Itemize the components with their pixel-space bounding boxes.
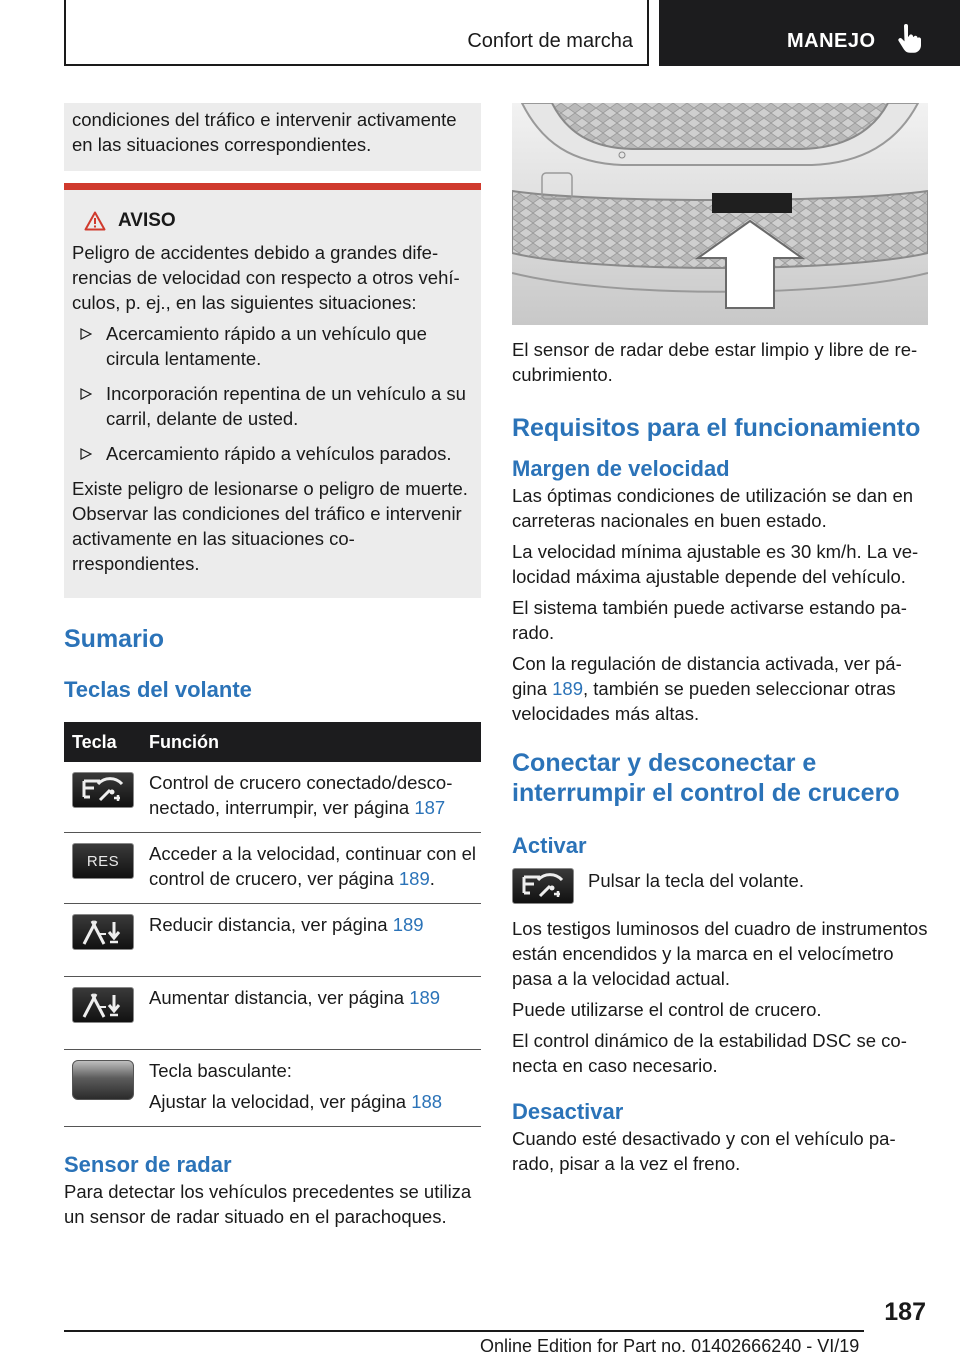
right-column (512, 103, 928, 1182)
page-link[interactable]: 188 (411, 1091, 443, 1112)
table-row: RES Acceder a la velocidad, continuar con el control de crucero, ver página 189. (64, 833, 481, 904)
table-header-row (64, 722, 481, 762)
list-item: Incorporación repentina de un vehículo a su carril, delante de usted. (72, 381, 473, 431)
warning-header (72, 208, 473, 234)
heading-desactivar: Desactivar (512, 1099, 624, 1124)
distance-increase-icon (72, 987, 134, 1023)
heading-conectar: Conectar y desconectar e interrumpir el control de crucero (512, 749, 900, 807)
activar-text-1: Los testigos luminosos del cuadro de instrumentos están encendidos y la marca en el velocímetro pasa a la velocidad actual. (512, 918, 928, 989)
heading-activar: Activar (512, 833, 587, 858)
rocker-switch-icon (72, 1060, 134, 1100)
triangle-bullet-icon (80, 448, 92, 460)
column-header-function: Función (141, 722, 481, 762)
page-link[interactable]: 187 (414, 797, 446, 818)
warning-triangle-icon (84, 211, 106, 231)
section-title: Confort de marcha (467, 30, 633, 52)
heading-margen: Margen de velocidad (512, 456, 730, 481)
heading-teclas: Teclas del volante (64, 677, 252, 702)
activar-text-2: Puede utilizarse el control de crucero. (512, 999, 822, 1020)
heading-requisitos: Requisitos para el funcionamiento (512, 414, 921, 442)
footer-divider (64, 1330, 864, 1332)
triangle-bullet-icon (80, 388, 92, 400)
cruise-control-icon (512, 868, 574, 904)
distance-decrease-icon (72, 914, 134, 950)
intro-box (64, 103, 481, 171)
activar-key-row (512, 868, 928, 904)
cruise-control-icon (72, 772, 134, 808)
page-link[interactable]: 189 (398, 868, 430, 889)
res-key-icon: RES (72, 843, 134, 879)
warning-text: Peligro de accidentes debido a grandes diferencias de velocidad con respecto a otros vehículos, p. ej., en las siguientes situaciones: (72, 242, 460, 313)
table-row: Aumentar distancia, ver página 189 (64, 977, 481, 1050)
triangle-bullet-icon (80, 328, 92, 340)
heading-sensor: Sensor de radar (64, 1152, 232, 1177)
page-number: 187 (884, 1298, 926, 1326)
page-link[interactable]: 189 (409, 987, 441, 1008)
edition-text: Online Edition for Part no. 01402666240 - VI/19 (480, 1336, 860, 1356)
table-row: Tecla basculante: Ajustar la velocidad, ver página 188 (64, 1050, 481, 1127)
radar-caption: El sensor de radar debe estar limpio y libre de recubrimiento. (512, 339, 918, 385)
activar-text: Pulsar la tecla del volante. (588, 870, 804, 891)
radar-sensor-illustration (512, 103, 928, 325)
warning-list (72, 321, 473, 466)
list-item: Acercamiento rápido a un vehículo que circula lentamente. (72, 321, 473, 371)
margen-text-3: El sistema también puede activarse estando parado. (512, 597, 907, 643)
warning-title: AVISO (118, 210, 176, 231)
page-header (64, 0, 960, 66)
chapter-title: MANEJO (787, 30, 876, 52)
list-item: Acercamiento rápido a vehículos parados. (72, 441, 473, 466)
table-row: Reducir distancia, ver página 189 (64, 904, 481, 977)
hand-pointer-icon (895, 24, 921, 54)
keys-table (64, 722, 481, 1127)
page-link[interactable]: 189 (552, 678, 583, 699)
desactivar-text: Cuando esté desactivado y con el vehículo parado, pisar a la vez el freno. (512, 1128, 896, 1174)
margen-text-1: Las óptimas condiciones de utilización se dan en carreteras nacionales en buen estado. (512, 485, 914, 531)
chapter-tab (659, 0, 960, 66)
margen-text-4: Con la regulación de distancia activada, ver página 189, también se pueden seleccionar otras velocidades más altas. (512, 653, 902, 724)
warning-closing: Existe peligro de lesionarse o peligro de muerte. Observar las condiciones del tráfico e intervenir activamente en las situaciones correspondientes. (72, 478, 468, 574)
table-row: Control de crucero conectado/desconectado, interrumpir, ver página 187 (64, 762, 481, 833)
page-link[interactable]: 189 (392, 914, 424, 935)
margen-text-2: La velocidad mínima ajustable es 30 km/h. La velocidad máxima ajustable depende del vehículo. (512, 541, 919, 587)
activar-text-3: El control dinámico de la estabilidad DSC se conecta en caso necesario. (512, 1030, 907, 1076)
intro-text: condiciones del tráfico e intervenir activamente en las situaciones correspondientes. (72, 109, 457, 155)
column-header-key: Tecla (64, 722, 141, 762)
sensor-text: Para detectar los vehículos precedentes se utiliza un sensor de radar situado en el parachoques. (64, 1181, 472, 1227)
warning-box (64, 183, 481, 598)
left-column (64, 103, 481, 1235)
section-tab (64, 0, 649, 66)
heading-sumario: Sumario (64, 625, 165, 653)
